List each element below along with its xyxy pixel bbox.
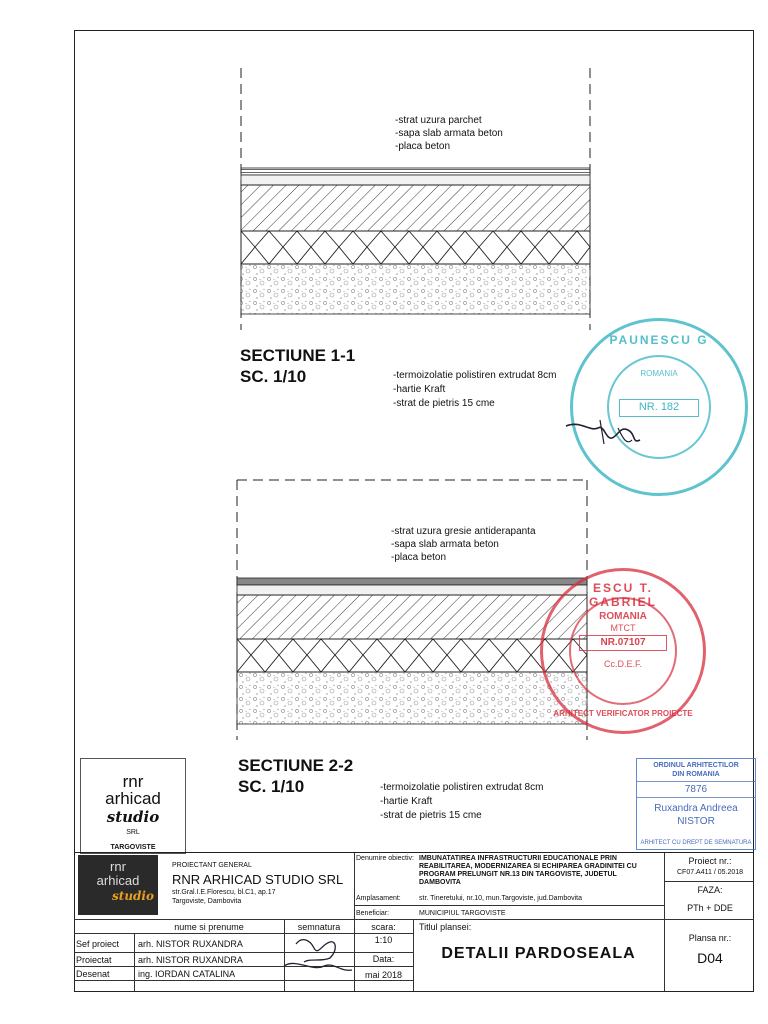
scale-value: 1:10 [374,935,393,945]
red-stamp-number: NR.07107 [579,635,667,651]
s1-bottom-layer-1: -termoizolatie polistiren extrudat 8cm [393,370,557,381]
object-label: Denumire obiectiv: [356,855,414,862]
date-label: Data: [372,954,395,964]
role-designed: Proiectat [76,955,112,965]
object-text-1: IMBUNATATIREA INFRASTRUCTURII EDUCATIONALE PRIN [419,855,617,862]
logo-line-1: rnr [122,772,144,791]
red-stamp-categories: Cc.D.E.F. [603,659,642,669]
scale-label: scara: [371,922,396,932]
location-text: str. Tineretului, nr.10, mun.Targoviste, jud.Dambovita [419,895,583,902]
object-text-4: DAMBOVITA [419,879,461,886]
logo-city: TARGOVISTE [110,844,156,851]
order-number: 7876 [684,784,708,795]
section-2-title: SECTIUNE 2-2 [238,756,354,775]
section-2-scale: SC. 1/10 [238,777,305,796]
tb-logo-line-2: arhicad [96,873,140,888]
s1-bottom-layer-2: -hartie Kraft [393,384,446,395]
sheet-title-label: Titlul plansei: [419,922,472,932]
red-stamp-country: ROMANIA [599,611,647,622]
order-line-2: DIN ROMANIA [672,771,720,778]
s1-top-layer-2: -sapa slab armata beton [395,128,503,139]
s2-bottom-layer-2: -hartie Kraft [380,796,433,807]
order-footer: ARHITECT CU DREPT DE SEMNATURA [640,840,752,846]
col-name-header: nume si prenume [174,922,244,932]
order-line-1: ORDINUL ARHITECTILOR [653,762,739,769]
phase-label: FAZA: [697,885,723,895]
company-name: RNR ARHICAD STUDIO SRL [172,872,344,887]
object-text-3: PROGRAM PRELUNGIT NR.13 DIN TARGOVISTE, JUDETUL [419,871,617,878]
blue-stamp-ring: PAUNESCU G [609,333,709,347]
s2-bottom-layer-3: -strat de pietris 15 cme [380,810,482,821]
section-1-title: SECTIUNE 1-1 [240,346,356,365]
red-stamp-ministry: MTCT [610,623,636,633]
sheet-no-label: Plansa nr.: [688,933,732,943]
tb-logo-line-3: studio [112,889,154,903]
phase-value: PTh + DDE [687,903,733,913]
sheet-title: DETALII PARDOSEALA [441,945,636,962]
blue-stamp-country: ROMANIA [640,369,678,378]
order-name-2: NISTOR [677,816,715,827]
beneficiary-label: Beneficiar: [356,910,390,917]
s1-top-layer-1: -strat uzura parchet [395,115,482,126]
role-drawn: Desenat [76,969,110,979]
order-name-1: Ruxandra Andreea [654,803,738,814]
logo-line-3: studio [106,808,160,826]
red-stamp-ring-top: ESCU T. GABRIEL [589,581,657,609]
s2-bottom-layer-1: -termoizolatie polistiren extrudat 8cm [380,782,544,793]
s2-top-layer-1: -strat uzura gresie antiderapanta [391,526,536,537]
section-1-scale: SC. 1/10 [240,367,307,386]
role-chief: Sef proiect [76,939,120,949]
project-no-label: Proiect nr.: [688,856,732,866]
name-drawn: ing. IORDAN CATALINA [138,969,236,979]
name-designed: arh. NISTOR RUXANDRA [138,955,243,965]
tb-logo-line-1: rnr [110,859,126,874]
red-stamp-ring-bottom: ARHITECT VERIFICATOR PROIECTE [553,709,693,718]
s1-bottom-layer-3: -strat de pietris 15 cme [393,398,495,409]
s2-top-layer-2: -sapa slab armata beton [391,539,499,550]
col-sign-header: semnatura [297,922,341,932]
sheet-no: D04 [697,950,723,966]
blue-stamp-number: NR. 182 [619,399,699,417]
date-value: mai 2018 [364,970,403,980]
company-address-2: Targoviste, Dambovita [172,898,242,905]
s1-top-layer-3: -placa beton [395,141,451,152]
logo-line-2: arhicad [105,789,161,808]
company-address-1: str.Gral.I.E.Florescu, bl.C1, ap.17 [172,889,276,896]
general-designer-label: PROIECTANT GENERAL [172,862,252,869]
location-label: Amplasament: [356,895,401,902]
project-no: CF07.A411 / 05.2018 [676,869,744,876]
name-chief: arh. NISTOR RUXANDRA [138,939,243,949]
s2-top-layer-3: -placa beton [391,552,447,563]
logo-line-4: SRL [126,829,140,836]
beneficiary-text: MUNICIPIUL TARGOVISTE [419,910,506,917]
object-text-2: REABILITAREA, MODERNIZAREA SI ECHIPAREA GRADINITEI CU [419,863,637,870]
